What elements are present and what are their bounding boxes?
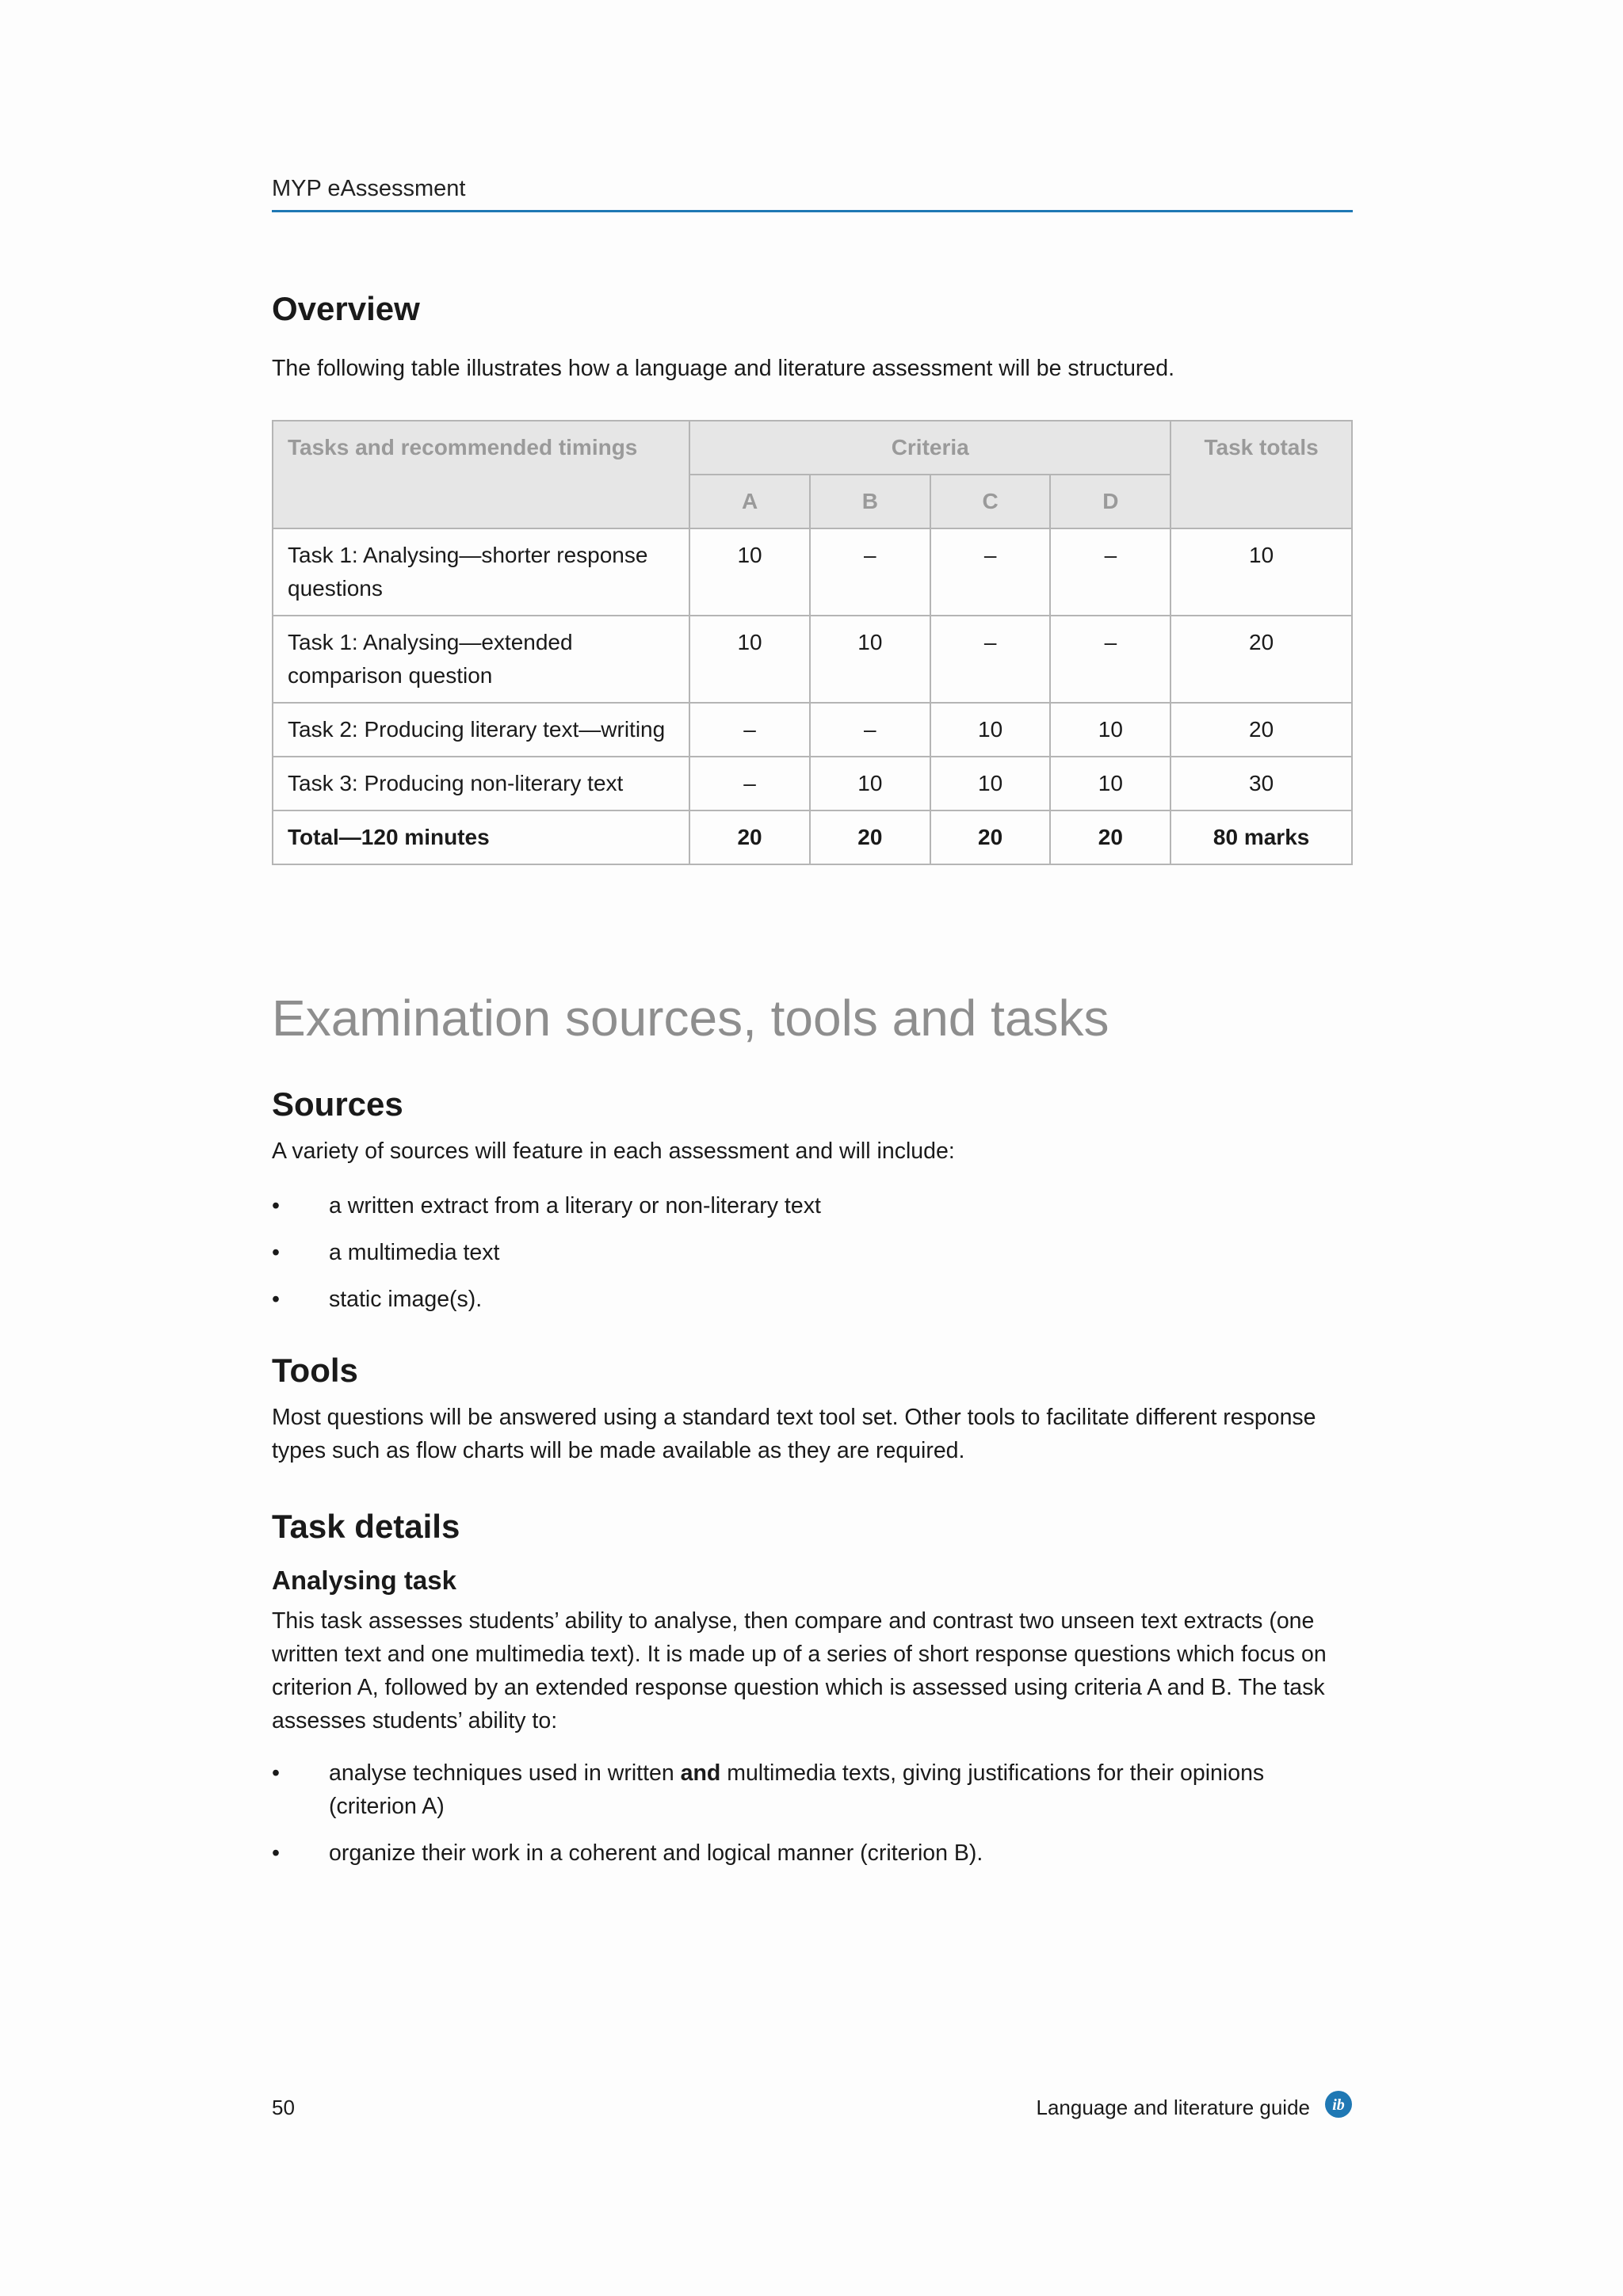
bullet: •	[272, 1287, 280, 1312]
bullet: •	[272, 1840, 280, 1866]
criterion-b-cell: 10	[810, 616, 930, 703]
total-row	[273, 810, 1352, 864]
ib-logo-text: ib	[1332, 2096, 1345, 2114]
criterion-c-cell: 10	[930, 757, 1051, 810]
running-head: MYP eAssessment	[272, 176, 1353, 212]
bullet: •	[272, 1760, 280, 1786]
exam-heading: Examination sources, tools and tasks	[272, 990, 1109, 1047]
list-item: • static image(s).	[272, 1283, 1353, 1316]
list-item: • analyse techniques used in written and multimedia texts, giving justifications for their opinions (criterion A)	[272, 1756, 1353, 1823]
table-row	[273, 616, 1352, 703]
header-criterion-a: A	[689, 475, 810, 528]
table-row	[273, 757, 1352, 810]
total-d-cell: 20	[1050, 810, 1170, 864]
tools-heading: Tools	[272, 1352, 358, 1389]
sources-list	[272, 1189, 1353, 1329]
criterion-d-cell: 10	[1050, 757, 1170, 810]
task-ability-list	[272, 1756, 1353, 1883]
criterion-a-cell: 10	[689, 616, 810, 703]
table-row	[273, 703, 1352, 757]
header-tasks: Tasks and recommended timings	[273, 421, 689, 528]
criterion-c-cell: 10	[930, 703, 1051, 757]
bullet: •	[272, 1240, 280, 1265]
criterion-b-cell: 10	[810, 757, 930, 810]
criterion-a-cell: –	[689, 703, 810, 757]
task-cell: Task 2: Producing literary text—writing	[273, 703, 689, 757]
header-criteria: Criteria	[689, 421, 1170, 475]
criterion-c-cell: –	[930, 616, 1051, 703]
header-criterion-c: C	[930, 475, 1051, 528]
total-marks-cell: 80 marks	[1170, 810, 1352, 864]
sources-intro: A variety of sources will feature in each assessment and will include:	[272, 1138, 955, 1164]
criterion-d-cell: –	[1050, 616, 1170, 703]
ib-logo-icon	[1324, 2090, 1353, 2119]
header-task-totals: Task totals	[1170, 421, 1352, 528]
criterion-c-cell: –	[930, 528, 1051, 616]
criterion-d-cell: –	[1050, 528, 1170, 616]
list-item: • a multimedia text	[272, 1236, 1353, 1269]
criterion-a-cell: 10	[689, 528, 810, 616]
criterion-d-cell: 10	[1050, 703, 1170, 757]
task-cell: Task 1: Analysing—extended comparison question	[273, 616, 689, 703]
header-criterion-d: D	[1050, 475, 1170, 528]
table-row	[273, 528, 1352, 616]
header-criterion-b: B	[810, 475, 930, 528]
total-c-cell: 20	[930, 810, 1051, 864]
analysing-task-subheading: Analysing task	[272, 1566, 456, 1595]
criterion-b-cell: –	[810, 528, 930, 616]
task-total-cell: 20	[1170, 703, 1352, 757]
page-number: 50	[272, 2096, 295, 2119]
analysing-task-body: This task assesses students’ ability to analyse, then compare and contrast two unseen text extracts (one written text and one multimedia text). It is made up of a series of short response questions which focus on criterion A, followed by an extended response question which is assessed using criteria A and B. The task assesses students’ ability to:	[272, 1608, 1327, 1733]
task-cell: Task 3: Producing non-literary text	[273, 757, 689, 810]
total-label-cell: Total—120 minutes	[273, 810, 689, 864]
criterion-b-cell: –	[810, 703, 930, 757]
task-total-cell: 10	[1170, 528, 1352, 616]
tools-body: Most questions will be answered using a standard text tool set. Other tools to facilitate different response types such as flow charts will be made available as they are required.	[272, 1405, 1316, 1463]
guide-title: Language and literature guide	[1036, 2096, 1310, 2119]
assessment-structure-table	[272, 420, 1353, 865]
task-cell: Task 1: Analysing—shorter response questions	[273, 528, 689, 616]
overview-intro: The following table illustrates how a language and literature assessment will be structured.	[272, 356, 1175, 381]
list-item: • organize their work in a coherent and logical manner (criterion B).	[272, 1836, 1353, 1870]
task-total-cell: 30	[1170, 757, 1352, 810]
total-a-cell: 20	[689, 810, 810, 864]
bullet: •	[272, 1193, 280, 1219]
sources-heading: Sources	[272, 1085, 403, 1123]
task-details-heading: Task details	[272, 1508, 460, 1545]
task-total-cell: 20	[1170, 616, 1352, 703]
total-b-cell: 20	[810, 810, 930, 864]
overview-heading: Overview	[272, 290, 420, 327]
list-item: • a written extract from a literary or non-literary text	[272, 1189, 1353, 1222]
criterion-a-cell: –	[689, 757, 810, 810]
